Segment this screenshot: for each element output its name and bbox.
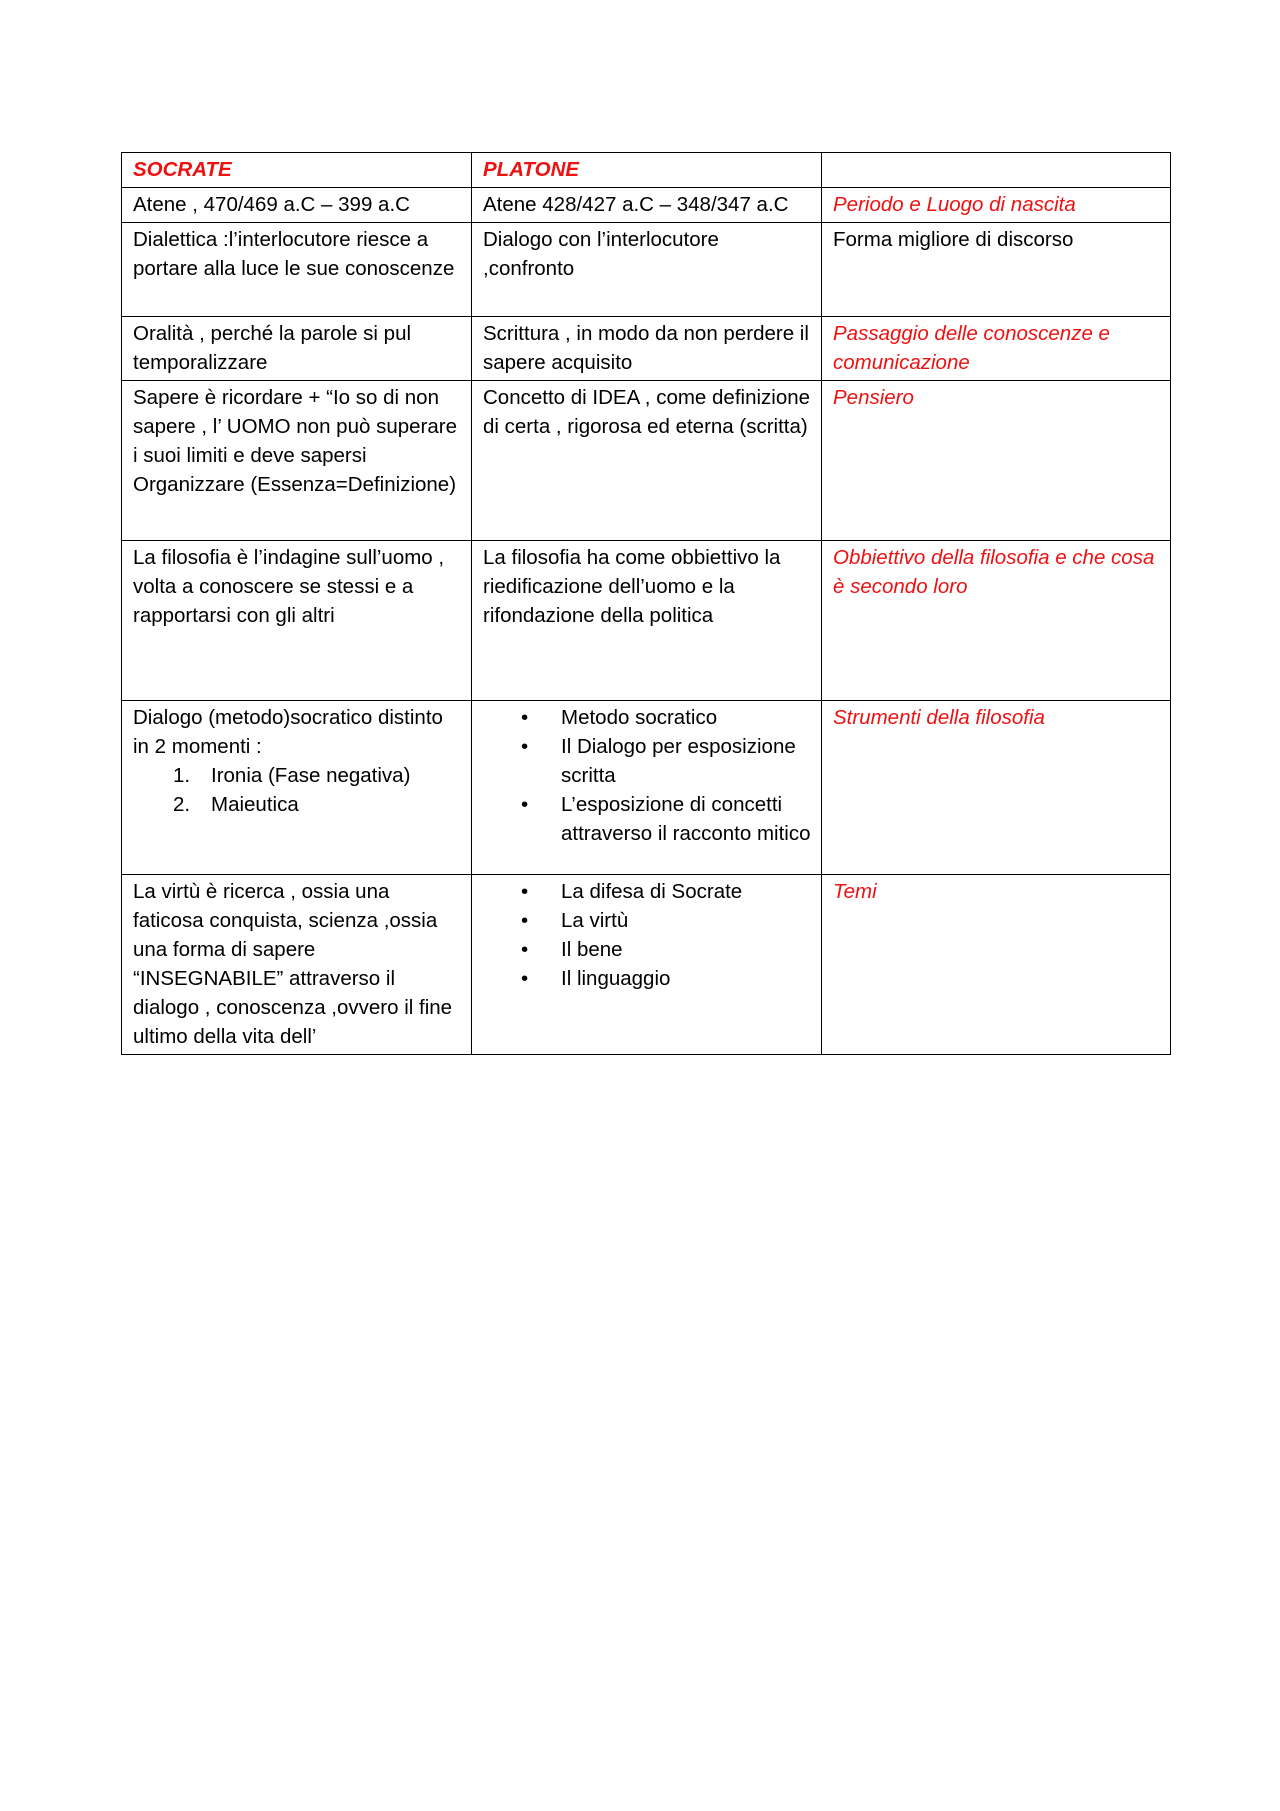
comparison-table: [121, 152, 1171, 1055]
numbered-list: [133, 761, 461, 819]
header-socrate-label: SOCRATE: [133, 158, 232, 181]
table-row: [122, 223, 1171, 317]
topic-label: Passaggio delle conoscenze e comunicazione: [833, 322, 1110, 374]
table-row: [122, 381, 1171, 541]
list-item-text: La difesa di Socrate: [561, 880, 743, 903]
cell-platone: [472, 875, 822, 1055]
list-item: [521, 877, 811, 906]
list-item: [521, 703, 811, 732]
cell-socrate: [122, 317, 472, 381]
topic-label: Pensiero: [833, 386, 914, 409]
bullet-icon: •: [521, 938, 529, 961]
cell-socrate: [122, 381, 472, 541]
cell-platone: [472, 188, 822, 223]
table-row: [122, 875, 1171, 1055]
cell-text: Sapere è ricordare + “Io so di non sapere , l’ UOMO non può superare i suoi limiti e deve sapersi Organizzare (Essenza=Definizione): [133, 386, 457, 496]
header-cell-socrate: [122, 153, 472, 188]
list-item: [173, 761, 461, 790]
bullet-list: [483, 703, 811, 848]
cell-topic: [822, 541, 1171, 701]
bullet-icon: •: [521, 706, 529, 729]
cell-text: Scrittura , in modo da non perdere il sapere acquisito: [483, 322, 809, 374]
cell-text: Dialogo (metodo)socratico distinto in 2 momenti :: [133, 706, 443, 758]
header-cell-platone: [472, 153, 822, 188]
header-cell-topic: [822, 153, 1171, 188]
cell-socrate: [122, 875, 472, 1055]
cell-topic: [822, 381, 1171, 541]
bullet-icon: •: [521, 880, 529, 903]
list-item: [173, 790, 461, 819]
table-row: [122, 701, 1171, 875]
cell-topic: [822, 223, 1171, 317]
topic-label: Obbiettivo della filosofia e che cosa è secondo loro: [833, 546, 1155, 598]
bullet-icon: •: [521, 909, 529, 932]
list-item: [521, 790, 811, 848]
list-item: [521, 964, 811, 993]
cell-platone: [472, 317, 822, 381]
list-item-text: Ironia (Fase negativa): [211, 764, 411, 787]
table-row: [122, 317, 1171, 381]
cell-topic: [822, 188, 1171, 223]
cell-text: Atene 428/427 a.C – 348/347 a.C: [483, 193, 789, 216]
cell-topic: [822, 317, 1171, 381]
cell-topic: [822, 875, 1171, 1055]
list-number: 2.: [173, 793, 191, 816]
topic-label: Periodo e Luogo di nascita: [833, 193, 1076, 216]
list-item: [521, 906, 811, 935]
list-item-text: Il linguaggio: [561, 967, 671, 990]
cell-socrate: [122, 701, 472, 875]
list-number: 1.: [173, 764, 191, 787]
topic-label: Strumenti della filosofia: [833, 706, 1045, 729]
list-item-text: Maieutica: [211, 793, 299, 816]
cell-text: Atene , 470/469 a.C – 399 a.C: [133, 193, 410, 216]
cell-socrate: [122, 223, 472, 317]
list-item-text: La virtù: [561, 909, 629, 932]
cell-socrate: [122, 188, 472, 223]
bullet-icon: •: [521, 793, 529, 816]
list-item-text: Il Dialogo per esposizione scritta: [561, 735, 796, 787]
bullet-icon: •: [521, 735, 529, 758]
list-item-text: Metodo socratico: [561, 706, 718, 729]
list-item-text: Il bene: [561, 938, 623, 961]
cell-platone: [472, 223, 822, 317]
table-row: [122, 188, 1171, 223]
cell-text: Dialogo con l’interlocutore ,confronto: [483, 228, 719, 280]
list-item: [521, 732, 811, 790]
cell-platone: [472, 701, 822, 875]
cell-platone: [472, 381, 822, 541]
list-item: [521, 935, 811, 964]
cell-topic: [822, 701, 1171, 875]
cell-text: La filosofia ha come obbiettivo la riedificazione dell’uomo e la rifondazione della politica: [483, 546, 781, 627]
bullet-list: [483, 877, 811, 993]
bullet-icon: •: [521, 967, 529, 990]
cell-text: Concetto di IDEA , come definizione di certa , rigorosa ed eterna (scritta): [483, 386, 811, 438]
table-row: [122, 541, 1171, 701]
table-header-row: [122, 153, 1171, 188]
cell-socrate: [122, 541, 472, 701]
topic-label: Forma migliore di discorso: [833, 228, 1074, 251]
cell-text: La virtù è ricerca , ossia una faticosa conquista, scienza ,ossia una forma di sapere “INSEGNABILE” attraverso il dialogo , conoscenza ,ovvero il fine ultimo della vita dell’: [133, 880, 453, 1048]
topic-label: Temi: [833, 880, 877, 903]
cell-text: Oralità , perché la parole si pul temporalizzare: [133, 322, 412, 374]
cell-platone: [472, 541, 822, 701]
cell-text: La filosofia è l’indagine sull’uomo , volta a conoscere se stessi e a rapportarsi con gli altri: [133, 546, 445, 627]
list-item-text: L’esposizione di concetti attraverso il racconto mitico: [561, 793, 811, 845]
header-platone-label: PLATONE: [483, 158, 580, 181]
cell-text: Dialettica :l’interlocutore riesce a portare alla luce le sue conoscenze: [133, 228, 455, 280]
